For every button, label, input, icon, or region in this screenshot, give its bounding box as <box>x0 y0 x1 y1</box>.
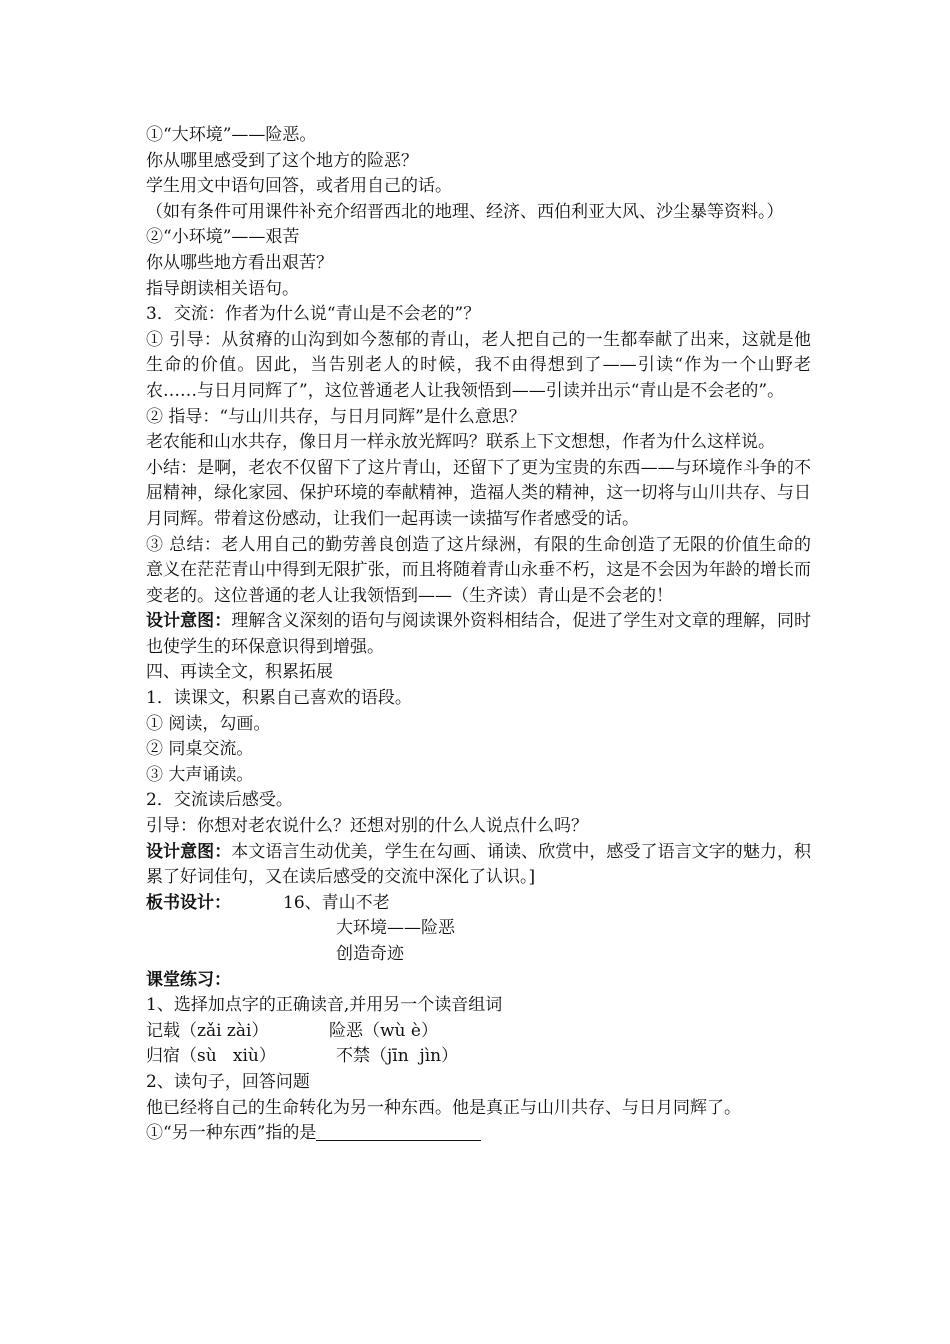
board-line: 大环境——险恶 <box>336 918 455 939</box>
text-line: 3．交流：作者为什么说“青山是不会老的”？ <box>146 304 481 325</box>
text-line: 你从哪些地方看出艰苦？ <box>146 252 333 273</box>
board-line: 创造奇迹 <box>336 944 404 964</box>
text-line: 小结：是啊，老农不仅留下了这片青山，还留下了更为宝贵的东西——与环境作斗争的不屈精神，绿化家园、保护环境的奉献精神，造福人类的精神，这一切将与山川共存、与日月同辉。带着这份感动，让我们一起再读一读描写作者感受的话。 <box>146 457 811 529</box>
text-line: ② 同桌交流。 <box>146 739 254 760</box>
text-line: （如有条件可用课件补充介绍晋西北的地理、经济、西伯利亚大风、沙尘暴等资料。） <box>146 201 784 222</box>
design-intent-label: 设计意图： <box>146 841 232 862</box>
text-line: ②“小环境”——艰苦 <box>146 227 300 248</box>
text-line: 学生用文中语句回答，或者用自己的话。 <box>146 176 452 197</box>
exercise-item: 1、选择加点字的正确读音,并用另一个读音组词 <box>146 995 503 1016</box>
exercise-heading: 课堂练习： <box>146 969 231 990</box>
text-line: ① 引导：从贫瘠的山沟到如今葱郁的青山，老人把自己的一生都奉献了出来，这就是他生命的价值。因此，当告别老人的时候，我不由得想到了——引读“作为一个山野老农……与日月同辉了”，这位普通老人让我领悟到——引读并出示“青山是不会老的”。 <box>146 329 811 401</box>
question-text: ①“另一种东西”指的是 <box>146 1123 317 1144</box>
text-line: 老农能和山水共存，像日月一样永放光辉吗？联系上下文想想，作者为什么这样说。 <box>146 432 775 453</box>
board-design <box>146 891 811 917</box>
exercise-item: 2、读句子，回答问题 <box>146 1071 310 1092</box>
pinyin-choice: 不禁（jīn jìn） <box>336 1046 459 1067</box>
exercise-question <box>146 1121 811 1147</box>
text-line: ② 指导：“与山川共存，与日月同辉”是什么意思？ <box>146 406 526 427</box>
text-line: ①“大环境”——险恶。 <box>146 125 317 145</box>
answer-blank[interactable] <box>316 1123 481 1141</box>
design-intent-text: 本文语言生动优美，学生在勾画、诵读、欣赏中，感受了语言文字的魅力，积累了好词佳句，又在读后感受的交流中深化了认识。] <box>146 841 812 888</box>
text-line: ① 阅读，勾画。 <box>146 713 271 734</box>
document-page <box>146 123 811 1147</box>
text-line: 1．读课文，积累自己喜欢的语段。 <box>146 688 412 709</box>
text-line: 2．交流读后感受。 <box>146 790 293 811</box>
exercise-sentence: 他已经将自己的生命转化为另一种东西。他是真正与山川共存、与日月同辉了。 <box>146 1097 741 1118</box>
pinyin-choice: 险恶（wù è） <box>329 1020 438 1041</box>
text-line: 引导：你想对老农说什么？还想对别的什么人说点什么吗？ <box>146 816 588 837</box>
design-intent-text: 理解含义深刻的语句与阅读课外资料相结合，促进了学生对文章的理解，同时也使学生的环保意识得到增强。 <box>146 611 812 657</box>
text-line: ③ 大声诵读。 <box>146 764 254 785</box>
pinyin-row <box>146 1019 811 1045</box>
board-title: 16、青山不老 <box>283 892 390 913</box>
pinyin-choice: 记载（zǎi zài） <box>146 1020 269 1041</box>
pinyin-choice: 归宿（sù xiù） <box>146 1046 276 1067</box>
pinyin-row <box>146 1044 811 1070</box>
design-intent <box>146 609 811 660</box>
section-heading: 四、再读全文，积累拓展 <box>146 662 333 683</box>
design-intent <box>146 840 811 891</box>
text-line: 你从哪里感受到了这个地方的险恶？ <box>146 150 418 171</box>
text-line: 指导朗读相关语句。 <box>146 278 299 299</box>
design-intent-label: 设计意图： <box>146 611 232 632</box>
text-line: ③ 总结：老人用自己的勤劳善良创造了这片绿洲，有限的生命创造了无限的价值生命的意义在茫茫青山中得到无限扩张，而且将随着青山永垂不朽，这是不会因为年龄的增长而变老的。这位普通的老人让我领悟到——（生齐读）青山是不会老的！ <box>146 534 811 606</box>
board-design-label: 板书设计： <box>146 892 231 913</box>
